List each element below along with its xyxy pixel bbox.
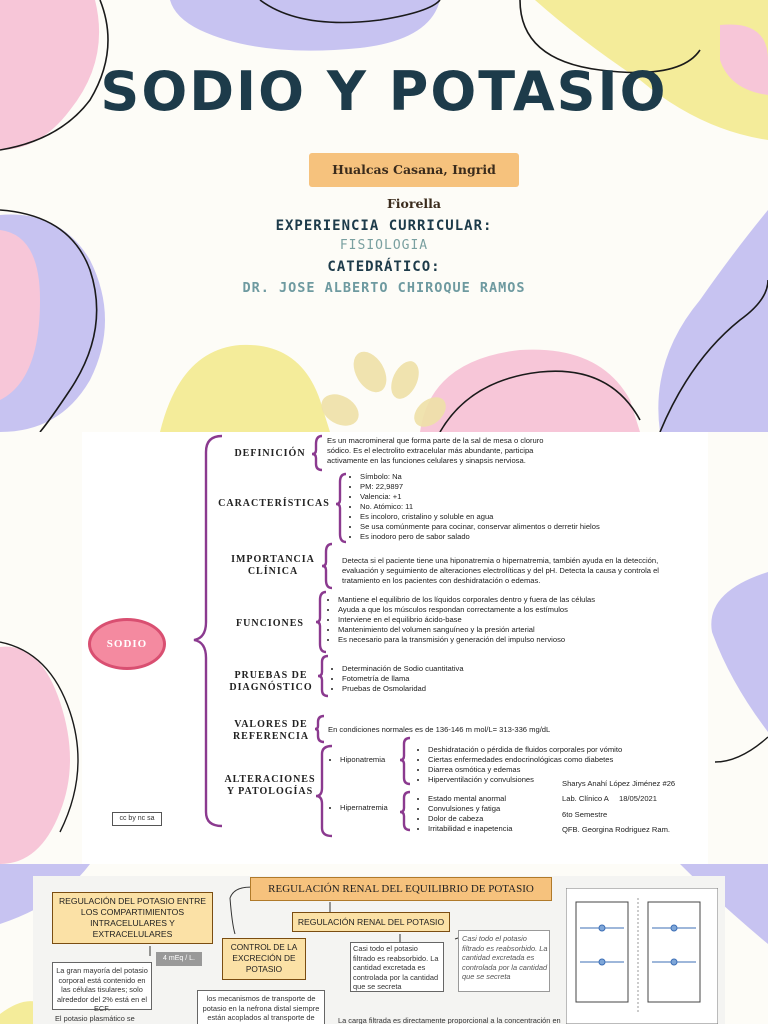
valores-text: En condiciones normales es de 136-146 m mol/L= 313-336 mg/dL	[328, 725, 551, 734]
list-item: • Pruebas de Osmolaridad	[342, 684, 530, 694]
definicion-label: DEFINICIÓN	[234, 448, 306, 459]
potasio-concept-map	[0, 864, 768, 1024]
list-item: • Ayuda a que los músculos respondan correctamente a los estímulos	[338, 605, 646, 615]
kmap-box-excrecion: CONTROL DE LA EXCRECIÓN DE POTASIO	[222, 938, 306, 980]
hiponatremia-label: • Hiponatremia	[328, 755, 408, 765]
kmap-text-4: Casi todo el potasio filtrado es reabsorbido. La cantidad excretada es controlada por la cantidad que se secreta	[353, 944, 439, 991]
kmap-unit-badge: 4 mEq / L.	[156, 952, 202, 966]
definicion-text: Es un macromineral que forma parte de la sal de mesa o cloruro sódico. Es el electrolito extracelular más abundante, participa activamente en las funciones celulares y sinapsis nerviosa.	[327, 436, 544, 465]
kmap-note: Casi todo el potasio filtrado es reabsorbido. La cantidad excretada es controlada por la cantidad que se secreta	[462, 934, 548, 981]
hipernatremia-label: • Hipernatremia	[328, 803, 408, 813]
list-item: • Interviene en el equilibrio ácido-base	[338, 615, 646, 625]
pruebas-label: PRUEBAS DE DIAGNÓSTICO	[229, 670, 313, 693]
list-item: • Convulsiones y fatiga	[428, 804, 556, 814]
hipernatremia-list	[416, 794, 556, 834]
list-item: • Fotometría de llama	[342, 674, 530, 684]
credit-author: Sharys Anahí López Jiménez #26	[562, 779, 676, 788]
curricular-value: FISIOLOGIA	[339, 238, 429, 253]
kmap-box-regulacion-renal: REGULACIÓN RENAL DEL POTASIO	[292, 912, 450, 932]
credit-lab: Lab. Clínico A 18/05/2021	[562, 794, 657, 803]
funciones-label: FUNCIONES	[236, 618, 304, 629]
list-item: • Estado mental anormal	[428, 794, 556, 804]
funciones-list	[326, 595, 646, 645]
list-item: • Irritabilidad e inapetencia	[428, 824, 556, 834]
pruebas-list	[330, 664, 530, 694]
list-item: • Dolor de cabeza	[428, 814, 556, 824]
kmap-text-1: La gran mayoría del potasio corporal está contenido en las células tisulares; solo alrededor del 2% está en el ECF.	[56, 966, 148, 1013]
caracteristicas-label: CARACTERÍSTICAS	[218, 498, 330, 509]
list-item: • Mantenimiento del volumen sanguíneo y la presión arterial	[338, 625, 646, 635]
list-item: • Mantiene el equilibrio de los líquidos corporales dentro y fuera de las células	[338, 595, 646, 605]
list-item: • Símbolo: Na	[360, 472, 648, 482]
list-item: • No. Atómico: 11	[360, 502, 648, 512]
importancia-label: IMPORTANCIA CLÍNICA	[231, 554, 315, 577]
kmap-text-3: los mecanismos de transporte de potasio en la nefrona distal siempre están acoplados al transporte de	[202, 994, 320, 1022]
license-badge: cc by nc sa	[112, 812, 162, 826]
nephron-diagram	[566, 888, 718, 1024]
list-item: • Ciertas enfermedades endocrinológicas como diabetes	[428, 755, 666, 765]
curricular-label: EXPERIENCIA CURRICULAR:	[275, 218, 493, 234]
kmap-header: REGULACIÓN RENAL DEL EQUILIBRIO DE POTASIO	[250, 877, 552, 901]
credit-semester: 6to Semestre	[562, 810, 608, 819]
list-item: • Hiperventilación y convulsiones	[428, 775, 666, 785]
list-item: • Se usa comúnmente para cocinar, conservar alimentos o derretir hielos	[360, 522, 648, 532]
list-item: • Determinación de Sodio cuantitativa	[342, 664, 530, 674]
teacher-label: CATEDRÁTICO:	[327, 259, 441, 275]
kmap-box-compartimientos: REGULACIÓN DEL POTASIO ENTRE LOS COMPARTIMIENTOS INTRACELULARES Y EXTRACELULARES	[52, 892, 213, 944]
valores-label: VALORES DE REFERENCIA	[232, 719, 310, 742]
list-item: • Diarrea osmótica y edemas	[428, 765, 666, 775]
credit-teacher: QFB. Georgina Rodriguez Ram.	[562, 825, 671, 834]
list-item: • PM: 22,9897	[360, 482, 648, 492]
sodio-node: SODIO	[88, 618, 166, 670]
list-item: • Valencia: +1	[360, 492, 648, 502]
caracteristicas-list	[348, 472, 648, 542]
list-item: • Deshidratación o pérdida de fluidos corporales por vómito	[428, 745, 666, 755]
list-item: • Es inodoro pero de sabor salado	[360, 532, 648, 542]
cover-slide	[0, 0, 768, 432]
kmap-bottom-text: La carga filtrada es directamente proporcional a la concentración en	[338, 1016, 561, 1024]
alteraciones-label: ALTERACIONES Y PATOLOGÍAS	[224, 774, 316, 797]
teacher-value: DR. JOSE ALBERTO CHIROQUE RAMOS	[242, 280, 526, 296]
sodio-concept-map	[0, 432, 768, 864]
page-title: SODIO Y POTASIO	[100, 60, 668, 123]
kmap-text-2: El potasio plasmático se	[55, 1014, 135, 1023]
importancia-text: Detecta si el paciente tiene una hiponatremia o hipernatremia, también ayuda en la detección, evaluación y seguimiento de alteraciones electrolíticas y del pH. Detecta la causa y controla el tratamiento en los pacientes con deshidratación o edemas.	[342, 556, 659, 585]
list-item: • Es incoloro, cristalino y soluble en agua	[360, 512, 648, 522]
list-item: • Es necesario para la transmisión y generación del impulso nervioso	[338, 635, 646, 645]
author-badge: Hualcas Casana, Ingrid Fiorella	[309, 153, 519, 187]
